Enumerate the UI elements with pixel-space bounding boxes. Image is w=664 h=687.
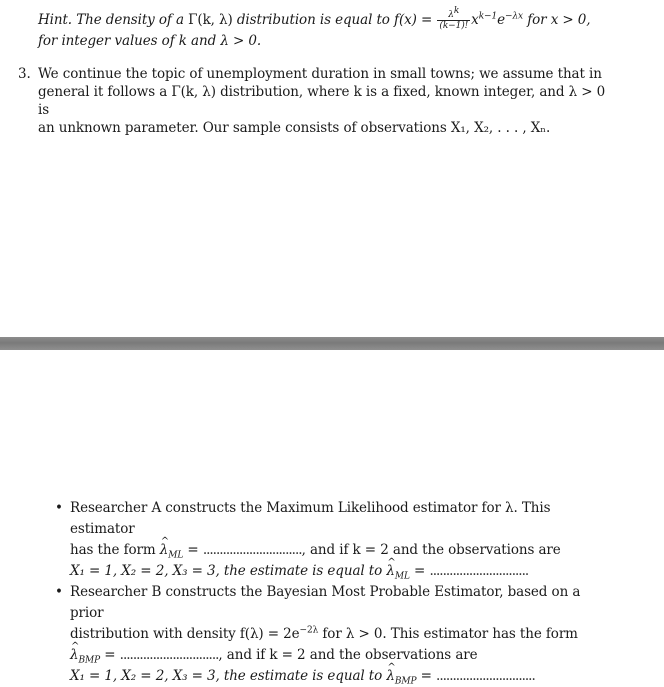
hint-gamma: Γ(k, λ) xyxy=(188,12,233,28)
question-3 xyxy=(18,65,618,137)
hint-lead: Hint. The density of a xyxy=(38,12,184,28)
question-line-1: We continue the topic of unemployment duration in small towns; we assume that in xyxy=(38,66,602,82)
hint-mid: distribution is equal to xyxy=(236,12,390,28)
bullet-icon: • xyxy=(55,584,63,600)
question-number: 3. xyxy=(18,66,31,82)
question-line-3: an unknown parameter. Our sample consists of observations X₁, X₂, . . . , Xₙ. xyxy=(38,120,551,136)
answer-blank-ml-form: .............................. xyxy=(202,542,302,558)
density-fraction: $\frac{\lambda^k}{(k-1)!}$ xyxy=(439,6,469,31)
answer-blank-bmp-estimate: .............................. xyxy=(436,668,535,684)
lambda-ml-hat: ^ λ xyxy=(160,540,168,561)
page-separator xyxy=(0,337,664,350)
hint-paragraph xyxy=(38,6,628,51)
hint-line-2: for integer values of k and λ > 0. xyxy=(38,33,262,49)
question-line-2: general it follows a Γ(k, λ) distribution, where k is a fixed, known integer, and λ > 0 is xyxy=(38,84,606,118)
answer-blank-ml-estimate: .............................. xyxy=(429,563,529,579)
density-formula: f(x) = $\frac{\lambda^k}{(k-1)!}$ $x^{k-1}e^{-\lambda x}$ xyxy=(394,6,524,31)
bullet-researcher-b: • Researcher B constructs the Bayesian Most Probable Estimator, based on a prior distribution with density $f(\lambda) = 2e^{-2\lambda}$ for λ > 0. This estimator has the form ^ $\lambda_{BMP}$ = .............................., and if k = 2 and the observations are X₁ = 1, X₂ = 2, X₃ = 3, the estimate is equal to ^ $\lambda_{BMP}$ = .............................. xyxy=(52,582,612,687)
answer-blank-bmp-form: .............................. xyxy=(119,647,219,663)
bullet-icon: • xyxy=(55,500,63,516)
lambda-bmp-hat: ^ λ xyxy=(70,645,78,666)
hint-condition: for x > 0, xyxy=(527,12,591,28)
bullet-researcher-a: • Researcher A constructs the Maximum Likelihood estimator for λ. This estimator has the form ^ $\lambda_{ML}$ = .............................., and if k = 2 and the observations are X₁ = 1, X₂ = 2, X₃ = 3, the estimate is equal to ^ $\lambda_{ML}$ = .............................. xyxy=(52,498,612,582)
bullet-list xyxy=(52,498,612,687)
